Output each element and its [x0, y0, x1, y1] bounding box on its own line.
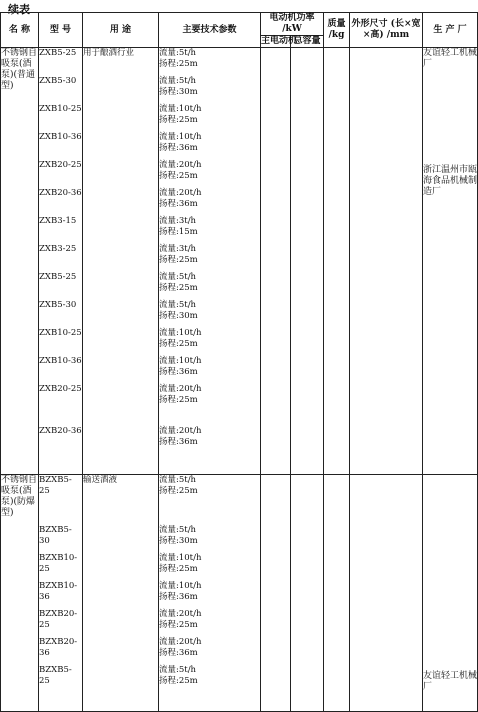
flow-value: 流量:3t/h — [159, 244, 197, 254]
continued-label: 续表 — [8, 3, 30, 16]
spec-table — [0, 12, 478, 712]
model-cell: ZXB20-36 — [39, 426, 82, 436]
model-cell: BZXB10-36 — [39, 581, 78, 602]
model-cell: ZXB20-36 — [39, 188, 82, 198]
head-value: 扬程:25m — [159, 564, 198, 574]
head-value: 扬程:25m — [159, 339, 198, 349]
flow-value: 流量:20t/h — [159, 609, 202, 619]
head-value: 扬程:25m — [159, 486, 198, 496]
head-value: 扬程:30m — [159, 311, 198, 321]
flow-value: 流量:5t/h — [159, 300, 197, 310]
head-value: 扬程:25m — [159, 283, 198, 293]
header-use: 用 途 — [83, 13, 159, 48]
maker-name: 友谊轻工机械厂 — [423, 48, 478, 69]
model-cell: BZXB10-25 — [39, 553, 78, 574]
param-entry — [159, 216, 260, 244]
power-main-cell — [261, 475, 291, 712]
model-cell: BZXB5-25 — [39, 665, 72, 686]
header-power-total: 总容量 — [291, 36, 324, 48]
head-value: 扬程:25m — [159, 676, 198, 686]
param-entry — [159, 356, 260, 384]
param-entry — [159, 76, 260, 104]
param-entry — [159, 384, 260, 412]
head-value: 扬程:15m — [159, 227, 198, 237]
model-cell: ZXB10-36 — [39, 132, 82, 142]
model-cell: ZXB10-25 — [39, 104, 82, 114]
power-total-cell — [291, 475, 324, 712]
flow-value: 流量:3t/h — [159, 216, 197, 226]
model-cell: BZXB20-36 — [39, 637, 78, 658]
head-value: 扬程:36m — [159, 437, 198, 447]
flow-value: 流量:10t/h — [159, 581, 202, 591]
model-cell: ZXB5-25 — [39, 48, 77, 58]
model-cell: ZXB20-25 — [39, 160, 82, 170]
maker-name: 友谊轻工机械厂 — [423, 671, 478, 692]
power-main-cell — [261, 48, 291, 475]
param-entry — [159, 609, 260, 637]
group-1-models — [39, 48, 83, 475]
header-name: 名 称 — [1, 13, 39, 48]
param-entry — [159, 104, 260, 132]
group-1-params — [159, 48, 261, 475]
group-2-use: 输送酒液 — [83, 475, 159, 712]
header-dims: 外形尺寸 (长×宽×高) /mm — [350, 13, 423, 48]
param-entry — [159, 665, 260, 693]
param-entry — [159, 160, 260, 188]
head-value: 扬程:25m — [159, 59, 198, 69]
param-entry — [159, 300, 260, 328]
group-1-makers — [423, 48, 478, 475]
maker-spacer — [423, 70, 477, 165]
group-2-makers — [423, 475, 478, 712]
mass-cell — [324, 48, 350, 475]
head-value: 扬程:36m — [159, 367, 198, 377]
group-1-use: 用于酿酒行业 — [83, 48, 159, 475]
param-entry — [159, 475, 260, 503]
flow-value: 流量:10t/h — [159, 328, 202, 338]
flow-value: 流量:5t/h — [159, 525, 197, 535]
model-cell: ZXB20-25 — [39, 384, 82, 394]
flow-value: 流量:10t/h — [159, 132, 202, 142]
header-mass: 质量 /kg — [324, 13, 350, 48]
param-entry — [159, 188, 260, 216]
model-cell: ZXB10-36 — [39, 356, 82, 366]
param-entry — [159, 132, 260, 160]
power-total-cell — [291, 48, 324, 475]
dims-cell — [350, 475, 423, 712]
header-params: 主要技术参数 — [159, 13, 261, 48]
head-value: 扬程:25m — [159, 115, 198, 125]
head-value: 扬程:36m — [159, 592, 198, 602]
head-value: 扬程:25m — [159, 171, 198, 181]
param-entry — [159, 426, 260, 448]
head-value: 扬程:36m — [159, 648, 198, 658]
flow-value: 流量:5t/h — [159, 48, 197, 58]
param-entry — [159, 637, 260, 665]
maker-spacer — [423, 475, 477, 671]
flow-value: 流量:5t/h — [159, 665, 197, 675]
param-entry — [159, 328, 260, 356]
head-value: 扬程:25m — [159, 395, 198, 405]
model-cell: ZXB3-25 — [39, 244, 77, 254]
flow-value: 流量:5t/h — [159, 272, 197, 282]
model-cell: BZXB20-25 — [39, 609, 78, 630]
group-2-params — [159, 475, 261, 712]
param-entry — [159, 525, 260, 553]
head-value: 扬程:25m — [159, 620, 198, 630]
flow-value: 流量:5t/h — [159, 76, 197, 86]
head-value: 扬程:36m — [159, 143, 198, 153]
flow-value: 流量:20t/h — [159, 637, 202, 647]
model-cell: BZXB5-25 — [39, 475, 72, 496]
model-cell: ZXB5-25 — [39, 272, 77, 282]
param-entry — [159, 581, 260, 609]
group-2-name: 不锈钢自吸泵(酒泵)(防爆型) — [1, 475, 39, 712]
mass-cell — [324, 475, 350, 712]
model-cell: ZXB5-30 — [39, 76, 77, 86]
flow-value: 流量:10t/h — [159, 104, 202, 114]
header-power-main: 主电动机 — [261, 36, 298, 46]
flow-value: 流量:20t/h — [159, 384, 202, 394]
head-value: 扬程:25m — [159, 255, 198, 265]
group-2-models — [39, 475, 83, 712]
group-1-name: 不锈钢自吸泵(酒泵)(普通型) — [1, 48, 39, 475]
head-value: 扬程:30m — [159, 536, 198, 546]
dims-cell — [350, 48, 423, 475]
header-model: 型 号 — [39, 13, 83, 48]
model-cell: ZXB5-30 — [39, 300, 77, 310]
model-cell: BZXB5-30 — [39, 525, 72, 546]
flow-value: 流量:10t/h — [159, 553, 202, 563]
flow-value: 流量:10t/h — [159, 356, 202, 366]
param-entry — [159, 272, 260, 300]
param-entry — [159, 48, 260, 76]
maker-name: 浙江温州市瓯海食品机械制造厂 — [423, 165, 478, 197]
model-cell: ZXB3-15 — [39, 216, 77, 226]
flow-value: 流量:5t/h — [159, 475, 197, 485]
head-value: 扬程:30m — [159, 87, 198, 97]
flow-value: 流量:20t/h — [159, 426, 202, 436]
model-cell: ZXB10-25 — [39, 328, 82, 338]
param-entry — [159, 553, 260, 581]
header-power: 电动机功率 /kW — [261, 13, 324, 36]
param-entry — [159, 244, 260, 272]
head-value: 扬程:36m — [159, 199, 198, 209]
flow-value: 流量:20t/h — [159, 160, 202, 170]
flow-value: 流量:20t/h — [159, 188, 202, 198]
header-maker: 生 产 厂 — [423, 13, 478, 48]
